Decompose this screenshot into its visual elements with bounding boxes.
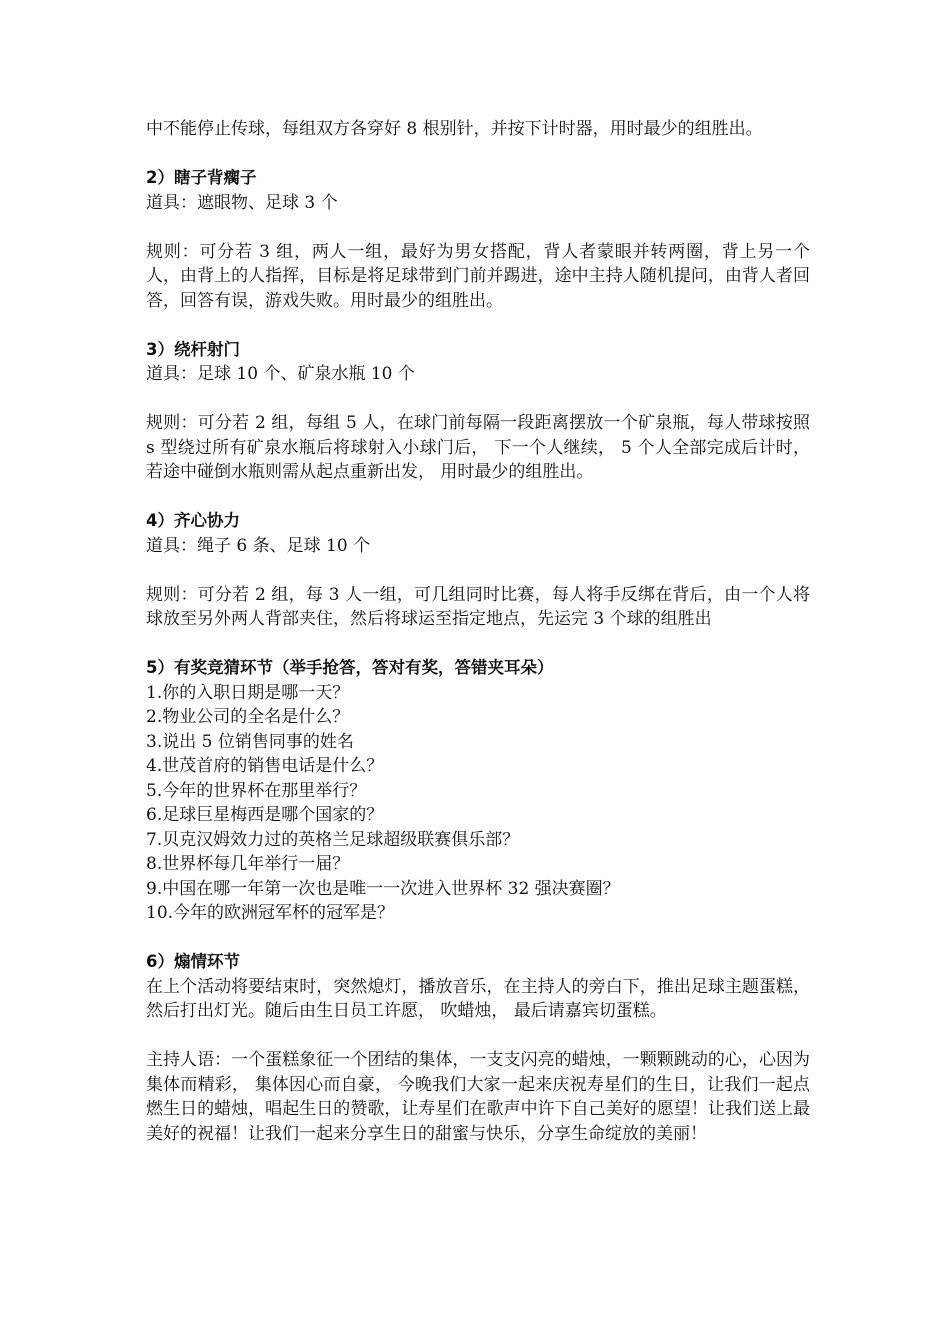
section-heading-game4: 4）齐心协力 xyxy=(146,511,240,530)
quiz-question: 5.今年的世界杯在那里举行？ xyxy=(146,780,367,801)
quiz-question: 7.贝克汉姆效力过的英格兰足球超级联赛俱乐部？ xyxy=(146,829,520,850)
quiz-question: 8.世界杯每几年举行一届？ xyxy=(146,854,350,874)
section-heading-game2: 2）瞎子背瘸子 xyxy=(146,168,257,187)
quiz-question: 4.世茂首府的销售电话是什么？ xyxy=(146,756,384,776)
game2-rules: 规则：可分若 3 组，两人一组，最好为男女搭配，背人者蒙眼并转两圈，背上另一个人，由背上的人指挥，目标是将足球带到门前并踢进，途中主持人随机提问，由背人者回答，回答有误，游戏失败。用时最少的组胜出。 xyxy=(146,241,810,311)
quiz-question: 10.今年的欧洲冠军杯的冠军是？ xyxy=(146,903,395,923)
spacer xyxy=(146,387,810,412)
spacer xyxy=(146,926,810,951)
spacer xyxy=(146,558,810,583)
quiz-question: 1.你的入职日期是哪一天？ xyxy=(146,682,350,703)
finale-description: 在上个活动将要结束时，突然熄灯，播放音乐，在主持人的旁白下，推出足球主题蛋糕， 然后打出灯光。随后由生日员工许愿， 吹蜡烛， 最后请嘉宾切蛋糕。 xyxy=(146,976,810,1021)
spacer xyxy=(146,485,810,510)
game2-props: 道具：遮眼物、足球 3 个 xyxy=(146,192,338,213)
spacer xyxy=(146,632,810,657)
game4-rules: 规则：可分若 2 组，每 3 人一组，可几组同时比赛，每人将手反绑在背后，由一个人将球放至另外两人背部夹住，然后将球运至指定地点，先运完 3 个球的组胜出 xyxy=(146,584,810,629)
spacer xyxy=(146,215,810,240)
spacer xyxy=(146,313,810,338)
spacer xyxy=(146,142,810,167)
game3-props: 道具：足球 10 个、矿泉水瓶 10 个 xyxy=(146,364,415,384)
quiz-question: 6.足球巨星梅西是哪个国家的？ xyxy=(146,805,384,825)
quiz-question-list xyxy=(146,681,810,926)
quiz-question: 2.物业公司的全名是什么？ xyxy=(146,707,350,727)
section-heading-game3: 3）绕杆射门 xyxy=(146,339,240,359)
game4-props: 道具：绳子 6 条、足球 10 个 xyxy=(146,535,371,556)
intro-line: 中不能停止传球，每组双方各穿好 8 根别针，并按下计时器，用时最少的组胜出。 xyxy=(146,119,763,139)
quiz-question: 9.中国在哪一年第一次也是唯一一次进入世界杯 32 强决赛圈？ xyxy=(146,878,620,899)
quiz-question: 3.说出 5 位销售同事的姓名 xyxy=(146,731,354,752)
page-content xyxy=(146,117,810,1146)
spacer xyxy=(146,1024,810,1049)
host-speech: 主持人语：一个蛋糕象征一个团结的集体，一支支闪亮的蜡烛，一颗颗跳动的心，心因为集体而精彩， 集体因心而自豪， 今晚我们大家一起来庆祝寿星们的生日，让我们一起点燃生日的蜡烛，唱起生日的赞歌，让寿星们在歌声中许下自己美好的愿望！让我们送上最美好的祝福！让我们一起来分享生日的甜蜜与快乐，分享生命绽放的美丽！ xyxy=(146,1050,810,1144)
game3-rules: 规则：可分若 2 组，每组 5 人，在球门前每隔一段距离摆放一个矿泉瓶，每人带球按照 s 型绕过所有矿泉水瓶后将球射入小球门后， 下一个人继续， 5 个人全部完成后计时， 若途中碰倒水瓶则需从起点重新出发， 用时最少的组胜出。 xyxy=(146,413,810,482)
section-heading-finale: 6）煽情环节 xyxy=(146,952,240,971)
section-heading-quiz: 5）有奖竞猜环节（举手抢答，答对有奖，答错夹耳朵） xyxy=(146,658,554,677)
